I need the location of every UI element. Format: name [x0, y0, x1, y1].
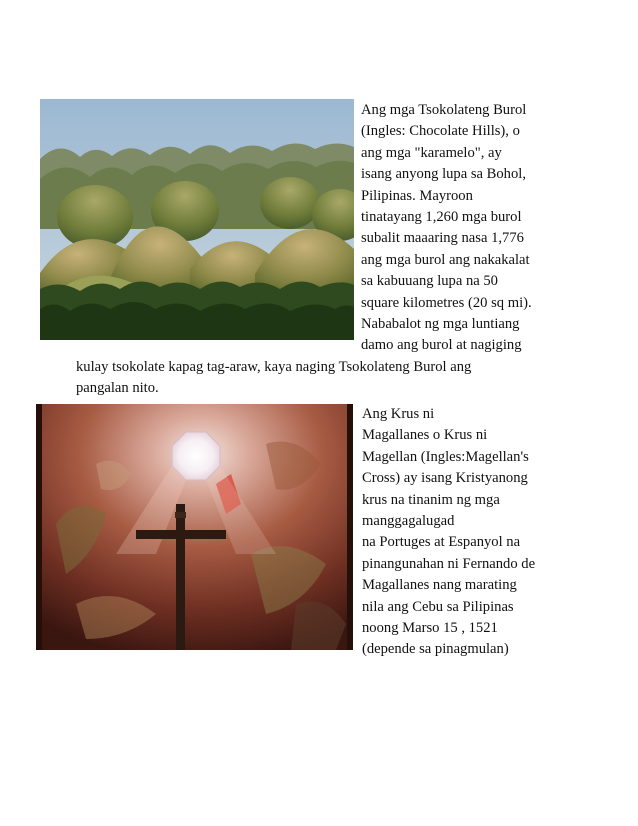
hills-text-continuation — [76, 357, 471, 400]
text-line: Magallanes o Krus ni — [362, 427, 488, 444]
text-line: Pilipinas. Mayroon — [361, 187, 473, 204]
text-line: square kilometres (20 sq mi). — [361, 294, 532, 311]
text-line: na Portuges at Espanyol na — [362, 534, 521, 551]
text-line: ang mga burol ang nakakalat — [361, 251, 530, 268]
hills-text-column — [361, 100, 532, 357]
chocolate-hills-photo — [40, 99, 354, 340]
text-line: noong Marso 15 , 1521 — [362, 619, 498, 636]
text-line: Magellan (Ingles:Magellan's — [362, 448, 529, 465]
text-line: nila ang Cebu sa Pilipinas — [362, 598, 514, 615]
text-line: kulay tsokolate kapag tag-araw, kaya naging Tsokolateng Burol ang — [76, 359, 472, 375]
text-line: pinangunahan ni Fernando de — [362, 555, 536, 572]
text-line: (depende sa pinagmulan) — [362, 641, 509, 658]
text-line: isang anyong lupa sa Bohol, — [361, 166, 526, 183]
text-line: Magallanes nang marating — [362, 577, 517, 594]
text-line: (Ingles: Chocolate Hills), o — [361, 123, 520, 140]
text-line: damo ang burol at nagiging — [361, 337, 522, 354]
cross-text-column — [362, 404, 535, 661]
text-line: Nababalot ng mga luntiang — [361, 315, 520, 332]
text-line: pangalan nito. — [76, 380, 159, 397]
text-line: manggagalugad — [362, 512, 455, 529]
text-line: subalit maaaring nasa 1,776 — [361, 230, 524, 247]
text-line: ang mga "karamelo", ay — [361, 144, 502, 161]
text-line: Ang Krus ni — [362, 406, 435, 422]
text-line: tinatayang 1,260 mga burol — [361, 208, 522, 225]
magellans-cross-photo — [36, 404, 353, 650]
text-line: Ang mga Tsokolateng Burol — [361, 102, 527, 118]
text-line: Cross) ay isang Kristyanong — [362, 470, 528, 487]
text-line: sa kabuuang lupa na 50 — [361, 273, 498, 290]
text-line: krus na tinanim ng mga — [362, 491, 500, 508]
